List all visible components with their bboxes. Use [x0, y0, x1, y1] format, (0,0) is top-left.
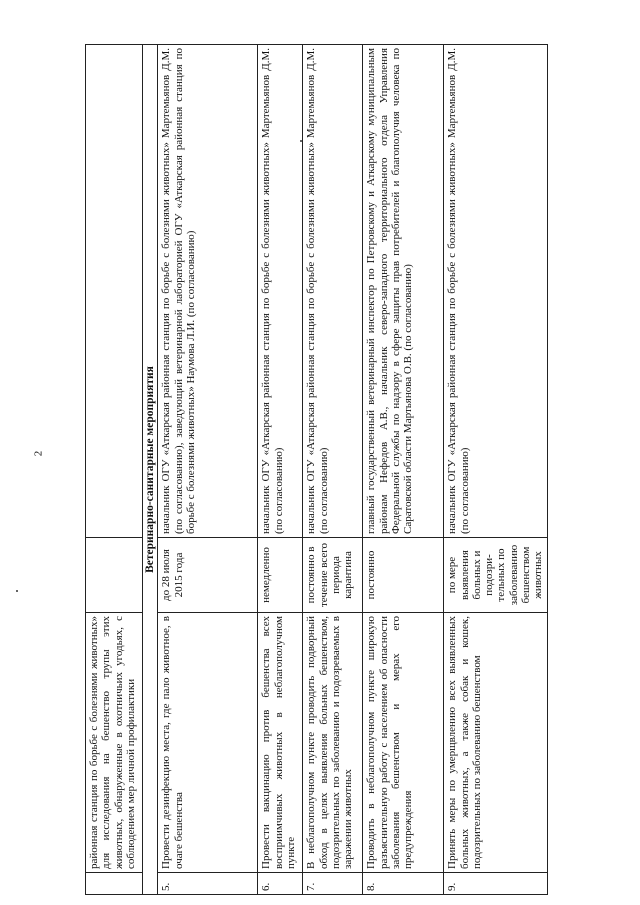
- row-term: по мере выявления больных и подозри-тельных по заболеванию бешенством животных: [444, 538, 547, 613]
- page-number: 2: [32, 450, 45, 457]
- row-number: 7.: [303, 873, 363, 895]
- row-term: немедленно: [258, 538, 303, 613]
- row-responsible: начальник ОГУ «Аткарская районная станция по борьбе с болезнями животных» Мартемьянов Д.М. (по согласованию): [258, 45, 303, 538]
- table-row: [303, 45, 363, 895]
- row-responsible: [86, 45, 143, 538]
- row-number: 9.: [444, 873, 547, 895]
- row-action: районная станция по борьбе с болезнями животных» для исследования на бешенство трупы этих животных, обнаруженные в охотничьих угодьях, с соблюдением мер личной профилактики: [86, 613, 143, 873]
- row-action: В неблагополучном пункте проводить подворный обход в целях выявления больных бешенством, подозрительных по заболеванию и подозреваемых в заражении животных: [303, 613, 363, 873]
- table-row: [86, 45, 143, 895]
- row-action: Провести дезинфекцию места, где пало животное, в очаге бешенства: [158, 613, 258, 873]
- row-term: до 28 июля 2015 года: [158, 538, 258, 613]
- row-term: постоянно в течение всего периода карантина: [303, 538, 363, 613]
- row-term: постоянно: [363, 538, 444, 613]
- measures-table: [85, 44, 548, 895]
- row-responsible: начальник ОГУ «Аткарская районная станция по борьбе с болезнями животных» Мартемьянов Д.М. (по согласованию): [444, 45, 547, 538]
- row-term: [86, 538, 143, 613]
- table-row: [444, 45, 547, 895]
- section-header-row: [143, 45, 158, 895]
- scan-speck: [16, 590, 18, 592]
- row-responsible: главный государственный ветеринарный инспектор по Петровскому и Аткарскому муниципальным районам Нефедов А.В., начальник северо-западного территориального отдела Управления Федеральной службы по надзору в сфере защиты прав потребителей и благополучия человека по Саратовской области Мартьянова О.В. (по согласованию): [363, 45, 444, 538]
- rotated-table-area: [85, 45, 545, 895]
- row-number: 6.: [258, 873, 303, 895]
- table-row: [158, 45, 258, 895]
- row-number: 5.: [158, 873, 258, 895]
- row-number: 8.: [363, 873, 444, 895]
- row-action: Проводить в неблагополучном пункте широкую разъяснительную работу с населением об опасности заболевания бешенством и мерах его предупреждения: [363, 613, 444, 873]
- row-number: [86, 873, 143, 895]
- table-row: [363, 45, 444, 895]
- row-responsible: начальник ОГУ «Аткарская районная станция по борьбе с болезнями животных» Мартемьянов Д.М. (по согласованию): [303, 45, 363, 538]
- row-action: Принять меры по умерщвлению всех выявленных больных животных, а также собак и кошек, подозрительных по заболеванию бешенством: [444, 613, 547, 873]
- table-row: [258, 45, 303, 895]
- section-title: Ветеринарно-санитарные мероприятия: [143, 45, 158, 895]
- row-responsible: начальник ОГУ «Аткарская районная станция по борьбе с болезнями животных» Мартемьянов Д.М. (по согласованию), заведующий ветеринарной лабораторией ОГУ «Аткарская районная станция по борьбе с болезнями животных» Наумова Л.И. (по согласованию): [158, 45, 258, 538]
- row-action: Провести вакцинацию против бешенства всех восприимчивых животных в неблагополучном пункте: [258, 613, 303, 873]
